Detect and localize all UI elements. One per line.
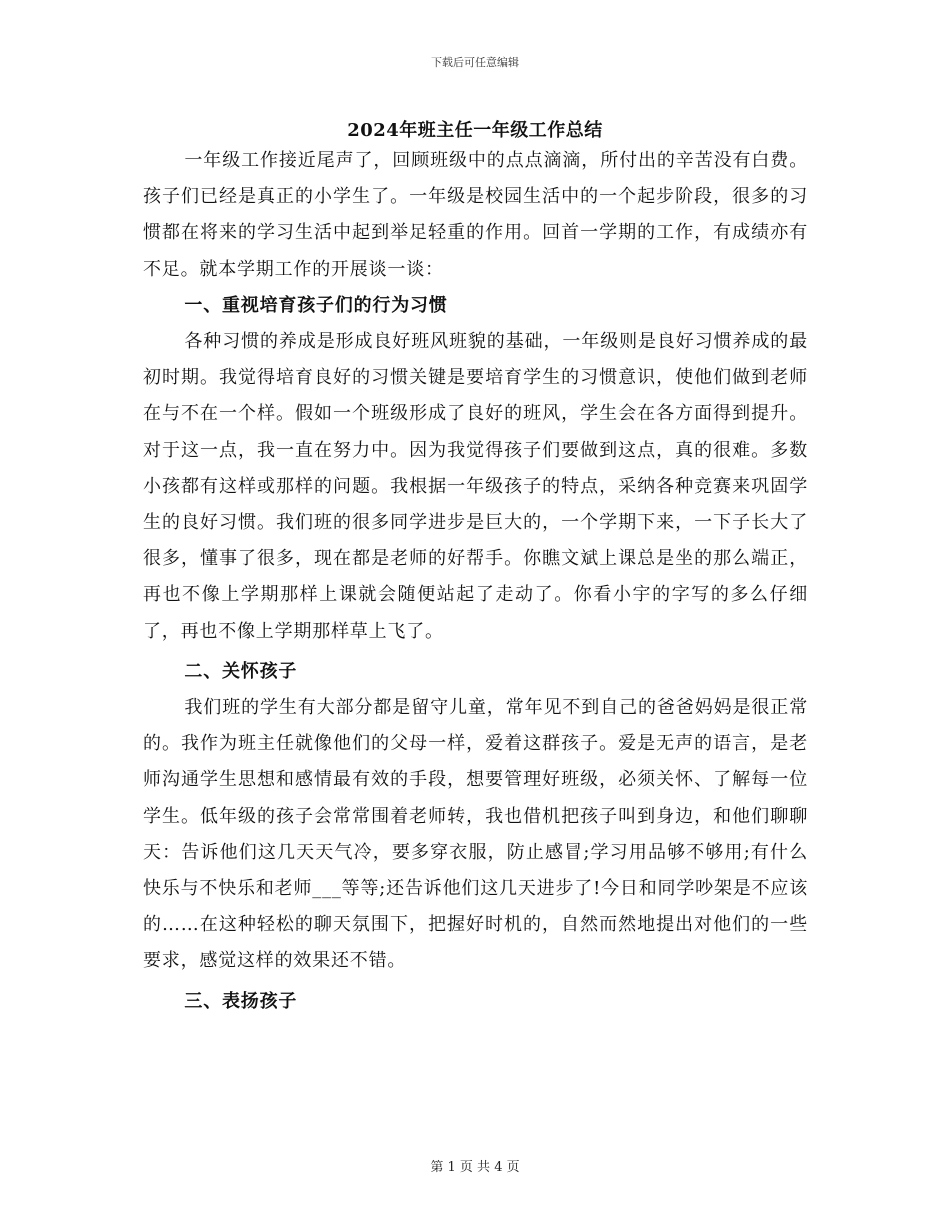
section-heading-care: 二、关怀孩子: [184, 660, 298, 682]
document-body: [143, 143, 808, 1020]
section-heading-praise: 三、表扬孩子: [184, 990, 298, 1012]
intro-paragraph: 一年级工作接近尾声了，回顾班级中的点点滴滴，所付出的辛苦没有白费。孩子们已经是真正的小学生了。一年级是校园生活中的一个起步阶段，很多的习惯都在将来的学习生活中起到举足轻重的作用。回首一学期的工作，有成绩亦有不足。就本学期工作的开展谈一谈：: [143, 150, 808, 280]
page-header-note: 下载后可任意编辑: [431, 56, 519, 69]
document-title: 2024年班主任一年级工作总结: [347, 120, 603, 141]
page-number: 第 1 页 共 4 页: [430, 1160, 520, 1175]
section-paragraph-habits: 各种习惯的养成是形成良好班风班貌的基础，一年级则是良好习惯养成的最初时期。我觉得培育良好的习惯关键是要培育学生的习惯意识，使他们做到老师在与不在一个样。假如一个班级形成了良好的班风，学生会在各方面得到提升。对于这一点，我一直在努力中。因为我觉得孩子们要做到这点，真的很难。多数小孩都有这样或那样的问题。我根据一年级孩子的特点，采纳各种竞赛来巩固学生的良好习惯。我们班的很多同学进步是巨大的，一个学期下来，一下子长大了很多，懂事了很多，现在都是老师的好帮手。你瞧文斌上课总是坐的那么端正，再也不像上学期那样上课就会随便站起了走动了。你看小宇的字写的多么仔细了，再也不像上学期那样草上飞了。: [143, 331, 808, 642]
section-paragraph-care: 我们班的学生有大部分都是留守儿童，常年见不到自己的爸爸妈妈是很正常的。我作为班主任就像他们的父母一样，爱着这群孩子。爱是无声的语言，是老师沟通学生思想和感情最有效的手段，想要管理好班级，必须关怀、了解每一位学生。低年级的孩子会常常围着老师转，我也借机把孩子叫到身边，和他们聊聊天：告诉他们这几天天气冷，要多穿衣服，防止感冒;学习用品够不够用;有什么快乐与不快乐和老师___等等;还告诉他们这几天进步了!今日和同学吵架是不应该的……在这种轻松的聊天氛围下，把握好时机的，自然而然地提出对他们的一些要求，感觉这样的效果还不错。: [143, 697, 808, 972]
section-heading-habits: 一、重视培育孩子们的行为习惯: [184, 294, 448, 316]
